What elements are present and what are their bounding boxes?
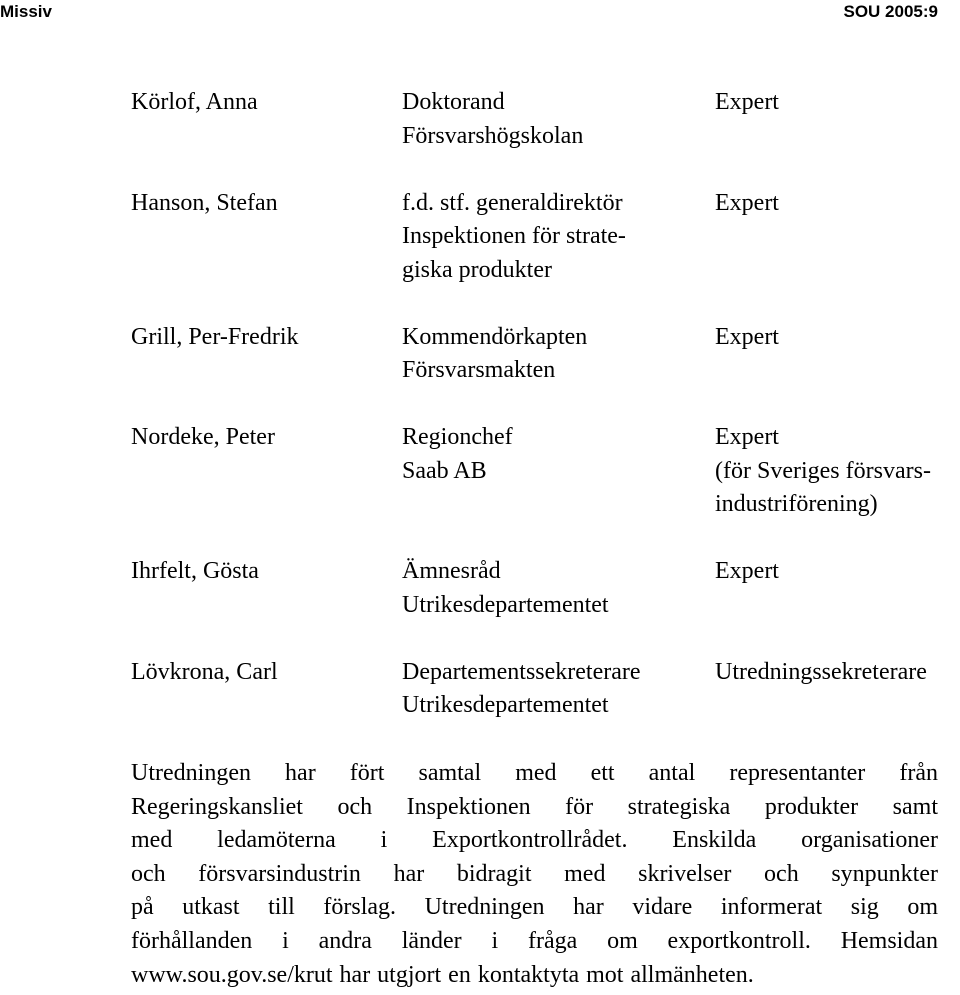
member-role [715, 86, 779, 120]
member-title-line: Utrikesdepartementet [402, 692, 609, 718]
document-id: SOU 2005:9 [843, 2, 938, 21]
member-role-line: Utredningssekreterare [715, 658, 927, 685]
member-name: Nordeke, Peter [131, 424, 275, 450]
member-title [402, 86, 702, 153]
member-row [131, 421, 960, 522]
member-title-line: Regionchef [402, 424, 513, 450]
paragraph-line: förhållanden i andra länder i fråga om exportkontroll. Hemsidan [131, 927, 938, 954]
section-label: Missiv [0, 2, 52, 21]
member-title-line: Inspektionen för strate- [402, 223, 626, 249]
member-name: Ihrfelt, Gösta [131, 558, 259, 584]
member-role-line: Expert [715, 424, 779, 450]
page-header [0, 0, 960, 26]
body-paragraph [131, 757, 938, 992]
member-title-line [402, 488, 702, 522]
member-role-line: Expert [715, 89, 779, 115]
member-row [131, 321, 960, 388]
member-title-line: Utrikesdepartementet [402, 591, 609, 618]
member-title-line: Försvarshögskolan [402, 122, 584, 149]
member-title [402, 656, 702, 723]
member-name: Grill, Per-Fredrik [131, 323, 299, 350]
member-name: Hanson, Stefan [131, 189, 278, 216]
member-role-line: Expert [715, 189, 779, 216]
member-row [131, 86, 960, 153]
member-list [131, 86, 960, 756]
member-role [715, 555, 779, 589]
member-title [402, 421, 702, 522]
member-role-line: Expert [715, 558, 779, 584]
member-role [715, 187, 779, 221]
paragraph-line: Regeringskansliet och Inspektionen för strategiska produkter samt [131, 793, 938, 820]
member-title [402, 187, 702, 288]
member-title [402, 555, 702, 622]
member-title-line: Kommendörkapten [402, 323, 588, 350]
member-role-line: (för Sveriges försvars- [715, 457, 931, 484]
paragraph-line: www.sou.gov.se/krut har utgjort en kontaktyta mot allmänheten. [131, 961, 754, 988]
member-title-line: giska produkter [402, 256, 552, 283]
member-title-line: Doktorand [402, 89, 505, 115]
member-role-line: Expert [715, 323, 779, 350]
member-title-line: Departementssekreterare [402, 658, 641, 685]
member-row [131, 555, 960, 622]
member-row [131, 656, 960, 723]
member-title-line: Saab AB [402, 457, 487, 484]
member-name: Körlof, Anna [131, 89, 258, 115]
paragraph-line: med ledamöterna i Exportkontrollrådet. Enskilda organisationer [131, 827, 938, 854]
member-title-line: Ämnesråd [402, 558, 501, 584]
paragraph-line: och försvarsindustrin har bidragit med skrivelser och synpunkter [131, 860, 938, 887]
member-title-line: f.d. stf. generaldirektör [402, 189, 623, 216]
member-title-line: Försvarsmakten [402, 357, 556, 383]
member-name: Lövkrona, Carl [131, 658, 278, 685]
member-role [715, 421, 931, 522]
member-role [715, 321, 779, 355]
member-row [131, 187, 960, 288]
member-title [402, 321, 702, 388]
paragraph-line: Utredningen har fört samtal med ett antal representanter från [131, 760, 938, 786]
member-role-line: industriförening) [715, 491, 878, 517]
member-role [715, 656, 927, 690]
paragraph-line: på utkast till förslag. Utredningen har vidare informerat sig om [131, 894, 938, 921]
